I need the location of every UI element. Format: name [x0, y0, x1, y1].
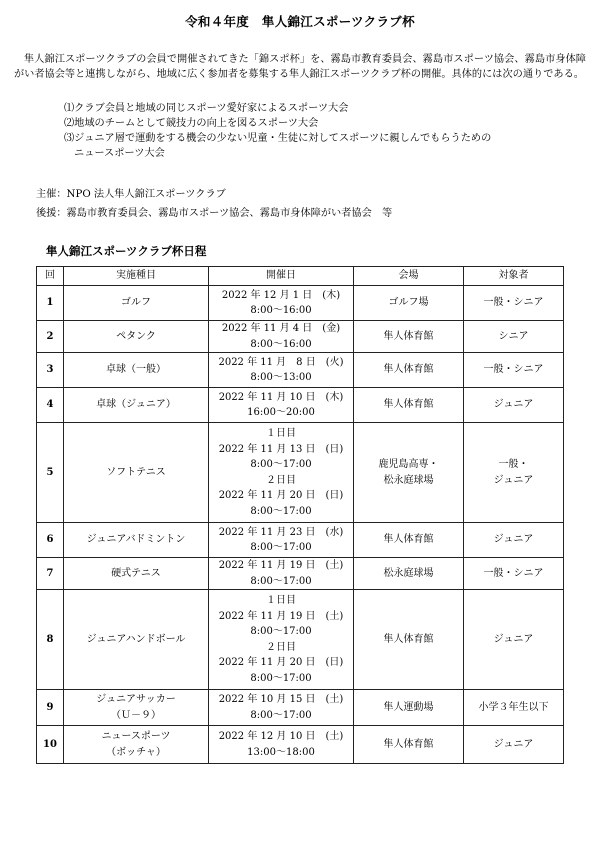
- target-cell-line: 小学３年生以下: [478, 701, 549, 713]
- venue-cell: [354, 321, 464, 353]
- date-cell-line: 2022 年 11 月 20 日 (日): [218, 657, 344, 668]
- date-cell: [209, 726, 354, 764]
- date-cell-line: 2022 年 11 月 4 日 (金): [221, 323, 341, 334]
- table-row: [37, 423, 564, 523]
- supporters-line: 後援：霧島市教育委員会、霧島市スポーツ協会、霧島市身体障がい者協会 等: [36, 208, 393, 219]
- target-cell-line: ジュニア: [493, 399, 534, 411]
- venue-cell-line: 隼人体育館: [383, 399, 434, 411]
- event-cell: [64, 590, 209, 690]
- target-cell-line: 一般・シニア: [483, 297, 544, 309]
- date-cell-line: 2022 年 11 月 19 日 (土): [218, 610, 344, 622]
- round-cell: 10: [37, 726, 64, 764]
- date-cell: [209, 353, 354, 388]
- target-cell-line: 一般・シニア: [483, 567, 544, 579]
- date-cell: [209, 558, 354, 590]
- date-cell-line: 2022 年 11 月 19 日 (土): [218, 560, 344, 571]
- date-cell-line: １日目: [266, 595, 296, 606]
- venue-cell-line: 鹿児島高専・: [378, 459, 439, 470]
- event-cell-line: 卓球（ジュニア）: [96, 399, 176, 411]
- purpose-item-2: ⑵地域のチームとして競技力の向上を図るスポーツ大会: [64, 118, 319, 129]
- purpose-item-1: ⑴クラブ会員と地域の同じスポーツ愛好家によるスポーツ大会: [64, 103, 349, 114]
- venue-cell: [354, 558, 464, 590]
- event-cell: [64, 321, 209, 353]
- date-cell: [209, 321, 354, 353]
- schedule-table: [36, 266, 564, 764]
- schedule-title: 隼人錦江スポーツクラブ杯日程: [46, 244, 207, 258]
- round-cell: 1: [37, 286, 64, 321]
- date-cell-line: 2022 年 12 月 10 日 (土): [218, 731, 344, 742]
- venue-cell-line: 隼人体育館: [383, 364, 434, 376]
- event-cell-line: 硬式テニス: [111, 567, 161, 579]
- purpose-item-3-continued: ニュースポーツ大会: [74, 148, 165, 159]
- venue-cell: [354, 726, 464, 764]
- target-cell: [464, 388, 564, 423]
- event-cell: [64, 690, 209, 726]
- target-cell: [464, 353, 564, 388]
- table-row: [37, 286, 564, 321]
- date-cell-line: 8:00〜17:00: [250, 459, 312, 470]
- date-cell: [209, 423, 354, 523]
- round-cell: 8: [37, 590, 64, 690]
- target-cell-line: ジュニア: [493, 738, 534, 750]
- table-row: [37, 726, 564, 764]
- date-cell-line: 8:00〜16:00: [250, 305, 312, 316]
- date-cell-line: ２日目: [266, 641, 296, 653]
- target-cell: [464, 286, 564, 321]
- target-cell-line: 一般・シニア: [483, 364, 544, 376]
- purpose-list: [64, 101, 584, 161]
- round-cell: 3: [37, 353, 64, 388]
- date-cell-line: 8:00〜17:00: [250, 672, 312, 684]
- event-cell: [64, 726, 209, 764]
- event-cell: [64, 558, 209, 590]
- date-cell-line: 8:00〜17:00: [250, 626, 312, 637]
- date-cell-line: 2022 年 11 月 10 日 (木): [218, 391, 344, 403]
- venue-cell: [354, 353, 464, 388]
- target-cell: [464, 321, 564, 353]
- target-cell: [464, 590, 564, 690]
- date-cell-line: 8:00〜17:00: [250, 505, 312, 517]
- venue-cell-line: 松永庭球場: [383, 567, 434, 579]
- date-cell: [209, 286, 354, 321]
- venue-cell: [354, 423, 464, 523]
- venue-cell: [354, 590, 464, 690]
- venue-cell-line: 隼人運動場: [383, 701, 434, 713]
- target-cell: [464, 690, 564, 726]
- header-target: 対象者: [464, 267, 564, 286]
- round-cell: 4: [37, 388, 64, 423]
- date-cell-line: 2022 年 10 月 15 日 (土): [218, 694, 344, 705]
- venue-cell-line: 松永庭球場: [383, 474, 434, 486]
- target-cell-line: ジュニア: [493, 474, 534, 486]
- date-cell-line: 2022 年 11 月 23 日 (水): [218, 526, 344, 538]
- date-cell: [209, 388, 354, 423]
- round-cell: 2: [37, 321, 64, 353]
- venue-cell: [354, 286, 464, 321]
- event-cell-line: ソフトテニス: [106, 466, 166, 478]
- event-cell: [64, 286, 209, 321]
- organizer-line: 主催：NPO 法人隼人錦江スポーツクラブ: [36, 189, 226, 200]
- document-title: 令和４年度 隼人錦江スポーツクラブ杯: [185, 14, 415, 29]
- event-cell-line: 卓球（一般）: [106, 364, 166, 376]
- round-cell: 9: [37, 690, 64, 726]
- round-cell: 5: [37, 423, 64, 523]
- header-event: 実施種目: [64, 267, 209, 286]
- date-cell-line: 8:00〜13:00: [250, 372, 312, 383]
- date-cell-line: 8:00〜17:00: [250, 709, 312, 721]
- date-cell-line: 2022 年 11 月 8 日 (火): [218, 356, 344, 368]
- header-venue: 会場: [354, 267, 464, 286]
- round-cell: 6: [37, 523, 64, 558]
- table-row: [37, 388, 564, 423]
- target-cell: [464, 558, 564, 590]
- header-date: 開催日: [209, 267, 354, 286]
- date-cell-line: 13:00〜18:00: [247, 746, 315, 758]
- venue-cell-line: ゴルフ場: [388, 297, 429, 309]
- date-cell-line: １日目: [266, 428, 296, 439]
- table-header-row: [37, 267, 564, 286]
- date-cell: [209, 523, 354, 558]
- event-cell-line: ジュニアバドミントン: [86, 534, 186, 546]
- table-row: [37, 321, 564, 353]
- date-cell-line: 2022 年 11 月 13 日 (日): [218, 443, 344, 455]
- date-cell-line: 2022 年 11 月 20 日 (日): [218, 490, 344, 501]
- table-row: [37, 558, 564, 590]
- venue-cell-line: 隼人体育館: [383, 534, 434, 546]
- date-cell-line: 2022 年 12 月 1 日 (木): [221, 289, 341, 301]
- target-cell-line: 一般・: [498, 459, 529, 470]
- header-round: 回: [37, 267, 64, 286]
- event-cell-line: （Ｕ－９）: [111, 709, 161, 721]
- event-cell-line: （ボッチャ）: [106, 746, 166, 758]
- date-cell-line: 8:00〜17:00: [250, 542, 312, 553]
- venue-cell-line: 隼人体育館: [383, 738, 434, 750]
- event-cell-line: ジュニアサッカー: [96, 694, 176, 705]
- date-cell-line: 8:00〜17:00: [250, 575, 312, 587]
- target-cell-line: ジュニア: [493, 534, 534, 546]
- schedule-body: [37, 286, 564, 764]
- target-cell: [464, 423, 564, 523]
- event-cell: [64, 523, 209, 558]
- organizer-block: [36, 185, 392, 223]
- event-cell: [64, 423, 209, 523]
- round-cell: 7: [37, 558, 64, 590]
- event-cell-line: ゴルフ: [121, 297, 151, 309]
- target-cell-line: ジュニア: [493, 633, 534, 645]
- venue-cell: [354, 388, 464, 423]
- table-row: [37, 523, 564, 558]
- purpose-item-3: ⑶ジュニア層で運動をする機会の少ない児童・生徒に対してスポーツに親しんでもらうための: [64, 133, 492, 144]
- date-cell-line: ２日目: [266, 474, 296, 486]
- event-cell-line: ニュースポーツ: [101, 731, 171, 742]
- date-cell: [209, 590, 354, 690]
- venue-cell: [354, 690, 464, 726]
- venue-cell: [354, 523, 464, 558]
- table-row: [37, 353, 564, 388]
- target-cell: [464, 726, 564, 764]
- event-cell: [64, 388, 209, 423]
- table-row: [37, 590, 564, 690]
- date-cell: [209, 690, 354, 726]
- date-cell-line: 16:00〜20:00: [247, 407, 315, 418]
- event-cell-line: ペタンク: [116, 330, 156, 342]
- target-cell-line: シニア: [498, 330, 529, 342]
- intro-paragraph: 隼人錦江スポーツクラブの会員で開催されてきた「錦スポ杯」を、霧島市教育委員会、霧島市スポーツ協会、霧島市身体障がい者協会等と連携しながら、地域に広く参加者を募集する隼人錦江スポーツクラブ杯の開催。具体的には次の通りである。: [14, 54, 586, 80]
- date-cell-line: 8:00〜16:00: [250, 338, 312, 350]
- event-cell: [64, 353, 209, 388]
- venue-cell-line: 隼人体育館: [383, 633, 434, 645]
- event-cell-line: ジュニアハンドボール: [86, 633, 186, 645]
- venue-cell-line: 隼人体育館: [383, 330, 434, 342]
- target-cell: [464, 523, 564, 558]
- table-row: [37, 690, 564, 726]
